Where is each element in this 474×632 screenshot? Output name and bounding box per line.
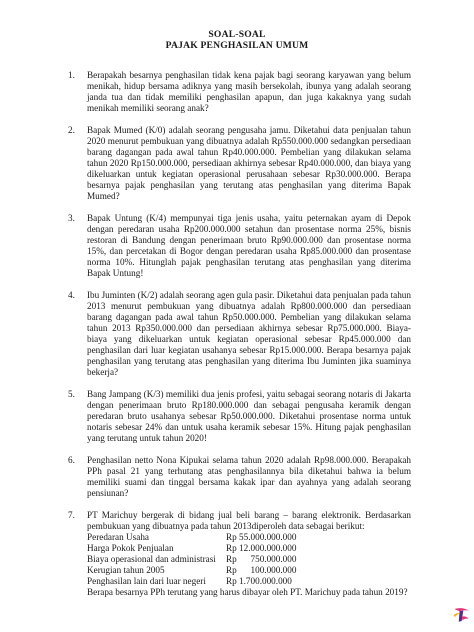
row-value: Rp 100.000.000	[226, 565, 297, 575]
question-closing-text: Berapa besarnya PPh terutang yang harus dibayar oleh PT. Marichuy pada tahun 2019?	[87, 587, 408, 597]
question-item	[68, 213, 411, 279]
question-text: Bang Jampang (K/3) memiliki dua jenis profesi, yaitu sebagai seorang notaris di Jakarta dengan penerimaan bruto Rp180.000.000 dan sebagai pengusaha keramik dengan peredaran bruto usahanya sebesar Rp50.000.000. Diketahui prosentase norma untuk notaris sebesar 24% dan untuk usaha keramik sebesar 15%. Hitung pajak penghasilan yang terutang untuk tahun 2020!	[87, 389, 411, 443]
row-label: Harga Pokok Penjualan	[87, 543, 174, 553]
question-number: 6.	[68, 455, 75, 465]
question-number: 7.	[68, 510, 75, 520]
question-number: 1.	[68, 70, 75, 80]
row-label: Penghasilan lain dari luar negeri	[87, 576, 206, 586]
table-row	[87, 543, 411, 554]
table-row	[87, 532, 411, 543]
table-row	[87, 565, 411, 576]
question-text: Penghasilan netto Nona Kipukai selama tahun 2020 adalah Rp98.000.000. Berapakah PPh pasal 21 yang terhutang atas penghasilannya bila diketahui bahwa ia belum memiliki suami dan tinggal bersama kakak ipar dan ayahnya yang adalah seorang pensiunan?	[87, 455, 411, 498]
row-value: Rp 1.700.000.000	[226, 576, 292, 586]
financial-data-table	[87, 532, 411, 587]
row-label: Peredaran Usaha	[87, 532, 149, 542]
question-item	[68, 389, 411, 444]
row-label: Kerugian tahun 2005	[87, 565, 165, 575]
question-list	[68, 70, 411, 609]
question-item	[68, 125, 411, 202]
question-text: Bapak Untung (K/4) mempunyai tiga jenis usaha, yaitu peternakan ayam di Depok dengan peredaran usaha Rp200.000.000 setahun dan prosentase norma 25%, bisnis restoran di Bandung dengan penerimaan bruto Rp90.000.000 dan prosentase norma 15%, dan percetakan di Bogor dengan peredaran usaha Rp85.000.000 dan prosentase norma 10%. Hitunglah pajak penghasilan terutang atas penghasilan yang diterima Bapak Untung!	[87, 213, 411, 278]
question-text: PT Marichuy bergerak di bidang jual beli barang – barang elektronik. Berdasarkan pembukuan yang dibuatnya pada tahun 2013diperoleh data sebagai berikut:	[87, 510, 411, 531]
question-number: 5.	[68, 389, 75, 399]
question-item	[68, 70, 411, 114]
row-label: Biaya operasional dan administrasi	[87, 554, 216, 564]
question-text: Berapakah besarnya penghasilan tidak kena pajak bagi seorang karyawan yang belum menikah, hidup bersama adiknya yang masih bersekolah, ibunya yang adalah seorang janda tua dan tidak memiliki penghasilan apapun, dan juga kakaknya yang sudah menikah memiliki seorang anak?	[87, 70, 411, 113]
question-text: Bapak Mumed (K/0) adalah seorang pengusaha jamu. Diketahui data penjualan tahun 2020 menurut pembukuan yang dibuatnya adalah Rp550.000.000 sedangkan persediaan barang dagangan pada awal tahun Rp40.000.000. Pembelian yang dilakukan selama tahun 2020 Rp150.000.000, persediaan akhirnya sebesar Rp40.000.000, dan biaya yang dikeluarkan untuk kegiatan operasional perusahaan sebesar Rp30.000.000. Berapa besarnya pajak penghasilan yang terutang atas penghasilan yang diterima Bapak Mumed?	[87, 125, 411, 201]
table-row	[87, 554, 411, 565]
table-row	[87, 576, 411, 587]
question-number: 4.	[68, 290, 75, 300]
page-subtitle: PAJAK PENGHASILAN UMUM	[165, 40, 309, 51]
question-item	[68, 455, 411, 499]
question-item	[68, 510, 411, 598]
page-title: SOAL-SOAL	[208, 29, 266, 40]
question-number: 2.	[68, 125, 75, 135]
question-item	[68, 290, 411, 378]
row-value: Rp 55.000.000.000	[226, 532, 297, 542]
row-value: Rp 750.000.000	[226, 554, 297, 564]
question-text: Ibu Juminten (K/2) adalah seorang agen gula pasir. Diketahui data penjualan pada tahun 2013 menurut pembukuan yang dibuatnya adalah Rp800.000.000 dan persediaan barang dagangan pada awal tahun Rp50.000.000. Pembelian yang dilakukan selama tahun 2013 Rp350.000.000 dan persediaan akhirnya sebesar Rp75.000.000. Biaya-biaya yang dikeluarkan untuk kegiatan operasional sebesar Rp45.000.000 dan penghasilan dari luar kegiatan usahanya sebesar Rp15.000.000. Berapa besarnya pajak penghasilan yang terutang atas penghasilan yang diterima Ibu Juminten jika suaminya bekerja?	[87, 290, 411, 377]
row-value: Rp 12.000.000.000	[226, 543, 297, 553]
question-number: 3.	[68, 213, 75, 223]
publisher-logo-icon	[452, 606, 470, 624]
